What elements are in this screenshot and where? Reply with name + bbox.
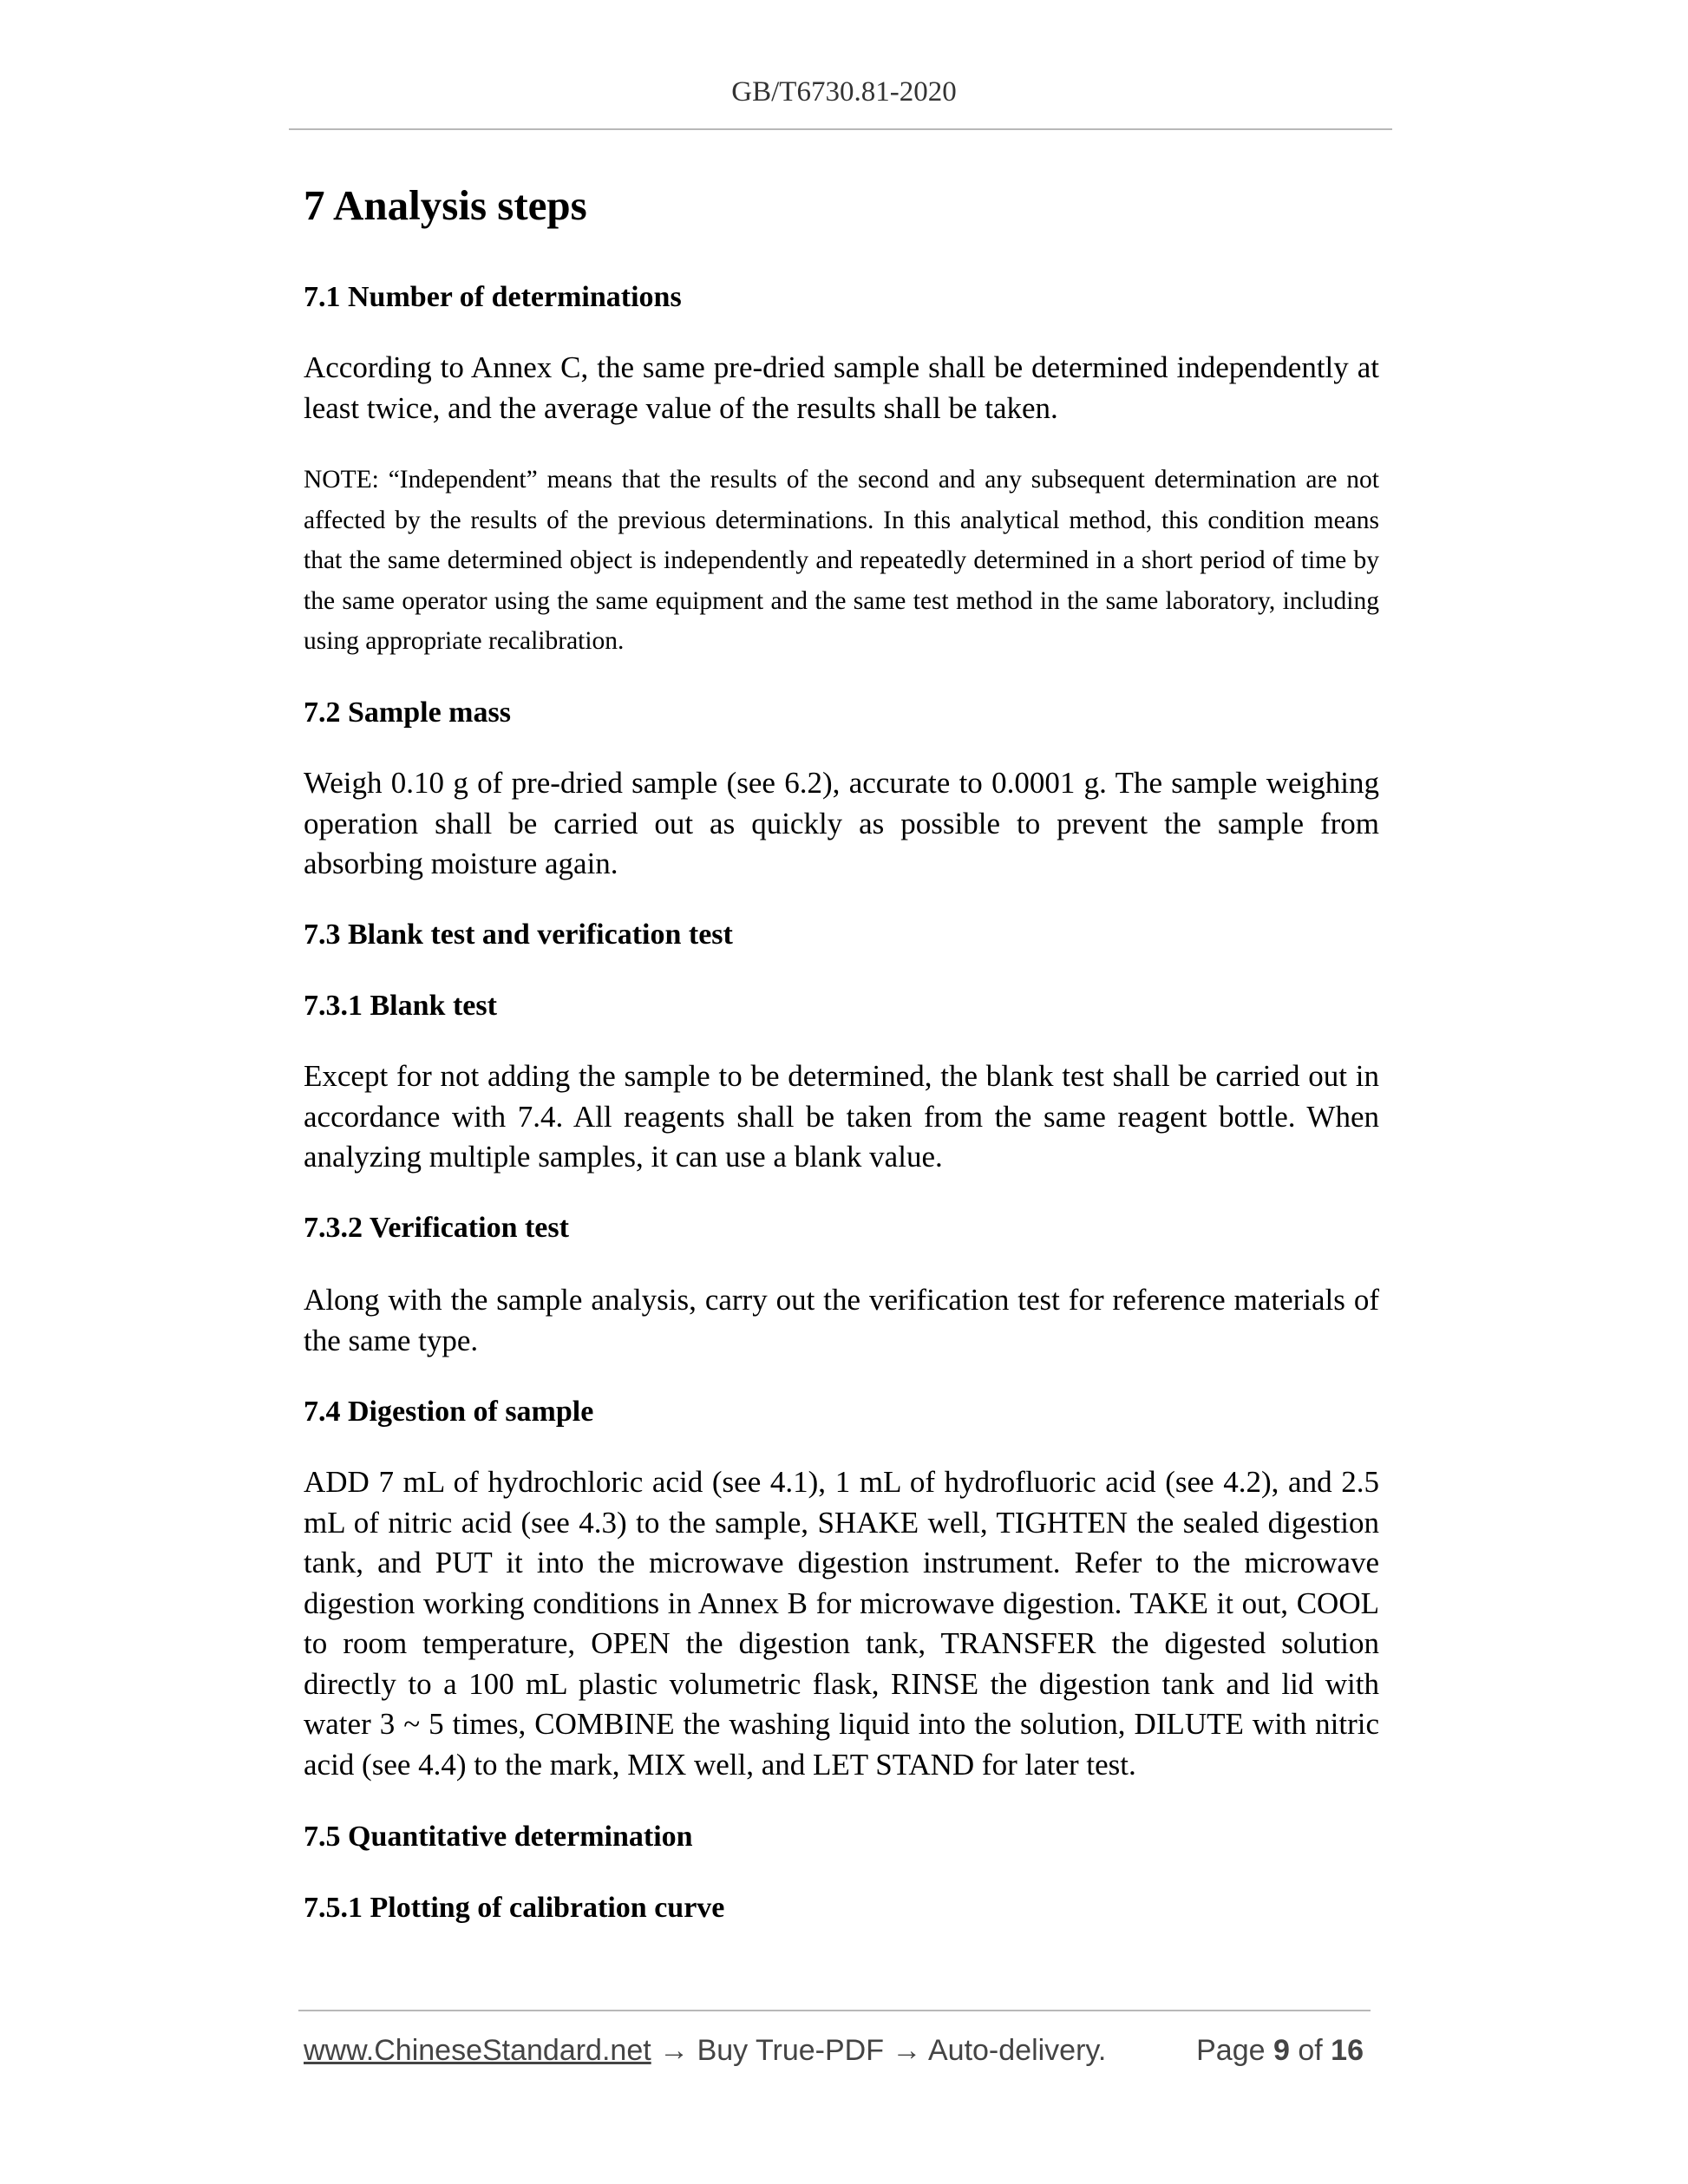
running-header: GB/T6730.81-2020 <box>731 76 957 108</box>
chinesestandard-link[interactable]: www.ChineseStandard.net <box>304 2034 651 2067</box>
paragraph-7-3-1: Except for not adding the sample to be determined, the blank test shall be carried out in accordance with 7.4. All reagents shall be taken from the same reagent bottle. When analyzing multiple samples, it can use a blank value. <box>304 1059 1379 1174</box>
page-total: 16 <box>1331 2034 1364 2067</box>
header-divider <box>289 128 1392 130</box>
heading-7-2: 7.2 Sample mass <box>304 696 511 729</box>
heading-7-3-2: 7.3.2 Verification test <box>304 1212 569 1244</box>
page-indicator <box>1196 2031 1364 2070</box>
heading-7-4: 7.4 Digestion of sample <box>304 1396 594 1428</box>
heading-7-5: 7.5 Quantitative determination <box>304 1821 693 1853</box>
page-label: Page <box>1196 2034 1266 2067</box>
of-label: of <box>1298 2034 1323 2067</box>
paragraph-7-1: According to Annex C, the same pre-dried sample shall be determined independently at least twice, and the average value of the results shall be taken. <box>304 350 1379 425</box>
paragraph-7-4: ADD 7 mL of hydrochloric acid (see 4.1), 1 mL of hydrofluoric acid (see 4.2), and 2.5 mL of nitric acid (see 4.3) to the sample, SHAKE well, TIGHTEN the sealed digestion tank, and PUT it into the microwave digestion instrument. Refer to the microwave digestion working conditions in Annex B for microwave digestion. TAKE it out, COOL to room temperature, OPEN the digestion tank, TRANSFER the digested solution directly to a 100 mL plastic volumetric flask, RINSE the digestion tank and lid with water 3 ~ 5 times, COMBINE the washing liquid into the solution, DILUTE with nitric acid (see 4.4) to the mark, MIX well, and LET STAND for later test. <box>304 1465 1379 1782</box>
heading-7-5-1: 7.5.1 Plotting of calibration curve <box>304 1892 725 1924</box>
footer-promo <box>304 2031 1106 2070</box>
heading-7-3-1: 7.3.1 Blank test <box>304 990 497 1022</box>
note-7-1: NOTE: “Independent” means that the results of the second and any subsequent determination are not affected by the results of the previous determinations. In this analytical method, this condition means that the same determined object is independently and repeatedly determined in a short period of time by the same operator using the same equipment and the same test method in the same laboratory, including using appropriate recalibration. <box>304 466 1379 655</box>
heading-7-analysis-steps: 7 Analysis steps <box>304 181 587 229</box>
footer-promo-text: → Buy True-PDF → Auto-delivery. <box>651 2034 1107 2067</box>
page-current: 9 <box>1273 2034 1290 2067</box>
heading-7-3: 7.3 Blank test and verification test <box>304 919 733 951</box>
paragraph-7-3-2: Along with the sample analysis, carry out the verification test for reference materials of the same type. <box>304 1283 1379 1357</box>
paragraph-7-2: Weigh 0.10 g of pre-dried sample (see 6.2), accurate to 0.0001 g. The sample weighing operation shall be carried out as quickly as possible to prevent the sample from absorbing moisture again. <box>304 766 1379 880</box>
heading-7-1: 7.1 Number of determinations <box>304 281 682 313</box>
footer-divider <box>298 2010 1371 2011</box>
